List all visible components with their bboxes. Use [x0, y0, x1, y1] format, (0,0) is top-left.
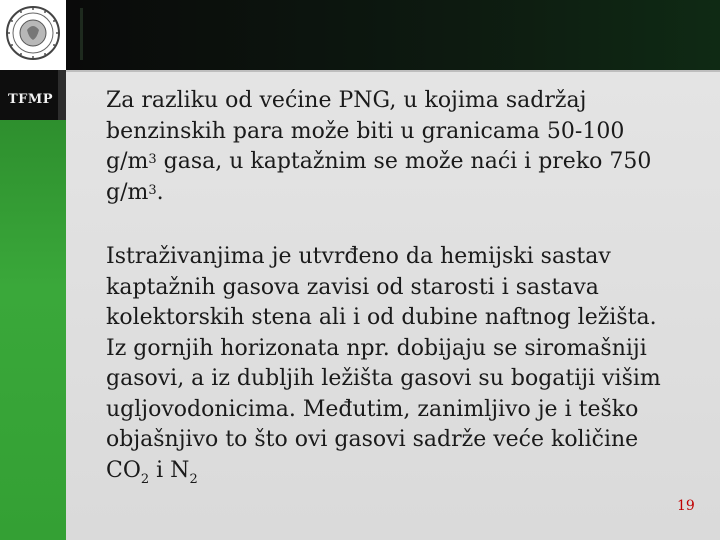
header-band [66, 0, 720, 70]
sidebar-logo-text: TFMP [8, 92, 54, 107]
header-bar [0, 0, 720, 70]
p2-line-8-b: i N [149, 457, 190, 483]
p2-line-8-sub-1: 2 [140, 471, 150, 487]
p1-line-3-sup: 3 [148, 152, 157, 167]
paragraph-2 [106, 242, 686, 489]
content-top-border [66, 70, 720, 72]
header-divider [80, 8, 83, 60]
p1-line-3 [106, 149, 651, 174]
p2-line-7: objašnjivo to što ovi gasovi sadrže veće količine [106, 427, 639, 452]
p2-line-2: kaptažnih gasova zavisi od starosti i sastava [106, 274, 599, 300]
p2-line-4: Iz gornjih horizonata npr. dobijaju se siromašniji [106, 335, 647, 361]
left-sidebar [0, 70, 66, 540]
p2-line-5: gasovi, a iz dubljih ležišta gasovi su bogatiji višim [106, 366, 661, 391]
seal-icon [0, 0, 66, 70]
p1-line-2: benzinskih para može biti u granicama 50-100 [106, 118, 625, 144]
p1-line-4-b: . [156, 179, 164, 205]
p1-line-4 [106, 180, 164, 205]
p2-line-8-a: CO [106, 457, 141, 483]
p1-line-3-b: gasa, u kaptažnim se može naći i preko 750 [156, 149, 652, 174]
sidebar-accent-strip [58, 70, 66, 120]
p2-line-6: ugljovodonicima. Međutim, zanimljivo je i teško [106, 396, 639, 422]
p2-line-8-sub-2: 2 [189, 471, 198, 487]
p2-line-3: kolektorskih stena ali i od dubine naftnog ležišta. [106, 305, 657, 330]
p1-line-1: Za razliku od većine PNG, u kojima sadržaj [106, 88, 587, 113]
p2-line-1: Istraživanjima je utvrđeno da hemijski sastav [106, 244, 611, 269]
p1-line-3-a: g/m [106, 149, 149, 174]
p1-line-4-sup: 3 [148, 182, 157, 198]
p2-line-8 [106, 457, 198, 487]
paragraph-1 [106, 86, 686, 208]
university-seal-logo [0, 0, 66, 70]
page-number: 19 [677, 498, 695, 514]
p1-line-4-a: g/m [106, 179, 149, 205]
sidebar-green-stripe [0, 120, 66, 540]
